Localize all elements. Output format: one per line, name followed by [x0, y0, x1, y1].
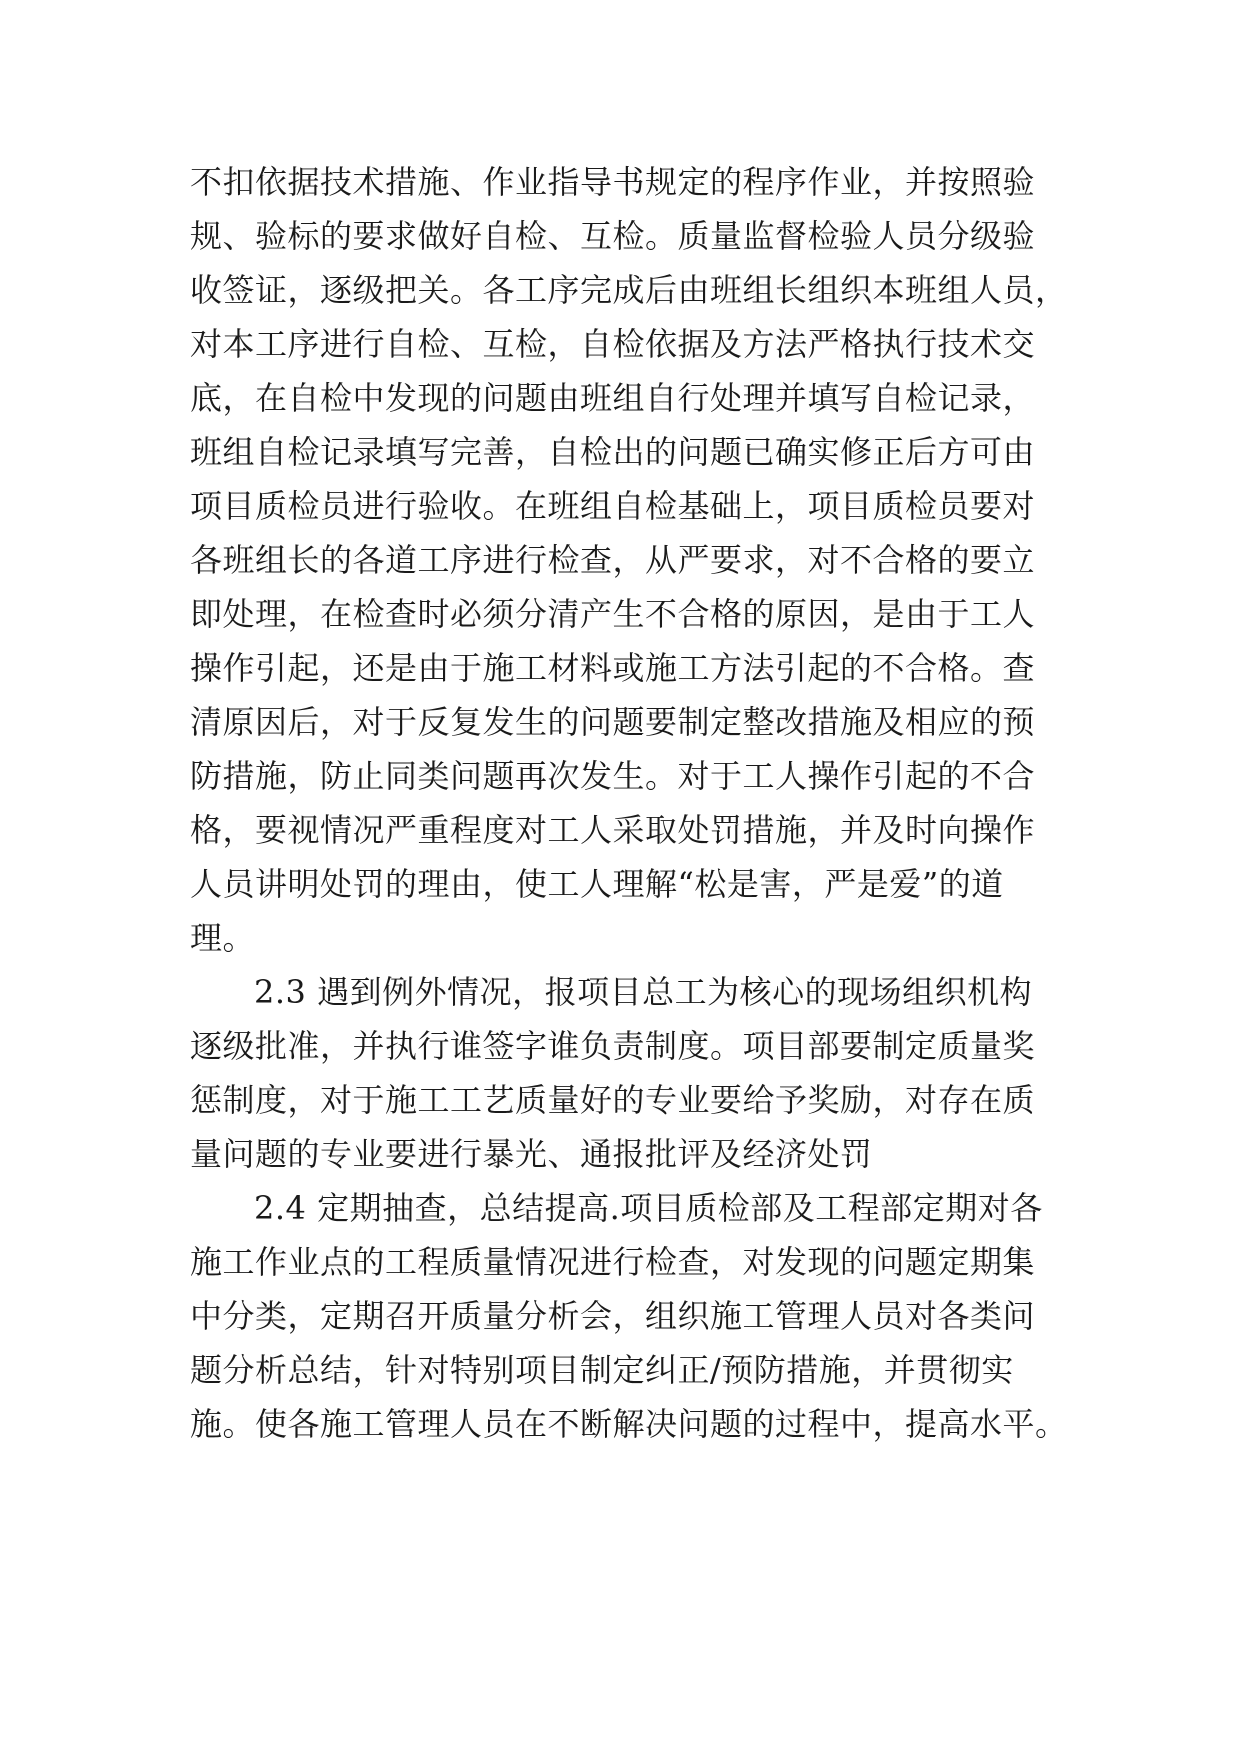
text-line: 各班组长的各道工序进行检查，从严要求，对不合格的要立 — [190, 541, 1036, 579]
text-line: 即处理，在检查时必须分清产生不合格的原因，是由于工人 — [190, 595, 1036, 633]
text-line: 班组自检记录填写完善，自检出的问题已确实修正后方可由 — [190, 433, 1036, 471]
text-line: 理。 — [190, 919, 256, 957]
text-line: 题分析总结，针对特别项目制定纠正/预防措施，并贯彻实 — [190, 1351, 1014, 1389]
text-line: 施工作业点的工程质量情况进行检查，对发现的问题定期集 — [190, 1243, 1036, 1281]
text-line: 2.3 遇到例外情况，报项目总工为核心的现场组织机构 — [254, 973, 1033, 1011]
text-line: 对本工序进行自检、互检，自检依据及方法严格执行技术交 — [190, 325, 1036, 363]
text-line: 中分类，定期召开质量分析会，组织施工管理人员对各类问 — [190, 1297, 1036, 1335]
text-line: 收签证，逐级把关。各工序完成后由班组长组织本班组人员， — [190, 271, 1068, 309]
text-line: 2.4 定期抽查，总结提高.项目质检部及工程部定期对各 — [254, 1189, 1043, 1227]
text-line: 施。使各施工管理人员在不断解决问题的过程中，提高水平。 — [190, 1405, 1068, 1443]
paragraph-2 — [190, 965, 1050, 1181]
text-line: 操作引起，还是由于施工材料或施工方法引起的不合格。查 — [190, 649, 1036, 687]
text-line: 项目质检员进行验收。在班组自检基础上，项目质检员要对 — [190, 487, 1036, 525]
text-line: 防措施，防止同类问题再次发生。对于工人操作引起的不合 — [190, 757, 1036, 795]
text-line: 底，在自检中发现的问题由班组自行处理并填写自检记录， — [190, 379, 1036, 417]
text-line: 量问题的专业要进行暴光、通报批评及经济处罚 — [190, 1135, 873, 1173]
text-line: 逐级批准，并执行谁签字谁负责制度。项目部要制定质量奖 — [190, 1027, 1036, 1065]
text-line: 格，要视情况严重程度对工人采取处罚措施，并及时向操作 — [190, 811, 1036, 849]
text-line: 规、验标的要求做好自检、互检。质量监督检验人员分级验 — [190, 217, 1036, 255]
text-line: 不扣依据技术措施、作业指导书规定的程序作业，并按照验 — [190, 163, 1036, 201]
text-line: 人员讲明处罚的理由，使工人理解“松是害，严是爱”的道 — [190, 865, 1004, 903]
text-line: 清原因后，对于反复发生的问题要制定整改措施及相应的预 — [190, 703, 1036, 741]
document-body — [190, 155, 1068, 1451]
paragraph-3 — [190, 1181, 1068, 1451]
paragraph-1 — [190, 155, 1068, 965]
text-line: 惩制度，对于施工工艺质量好的专业要给予奖励，对存在质 — [190, 1081, 1036, 1119]
